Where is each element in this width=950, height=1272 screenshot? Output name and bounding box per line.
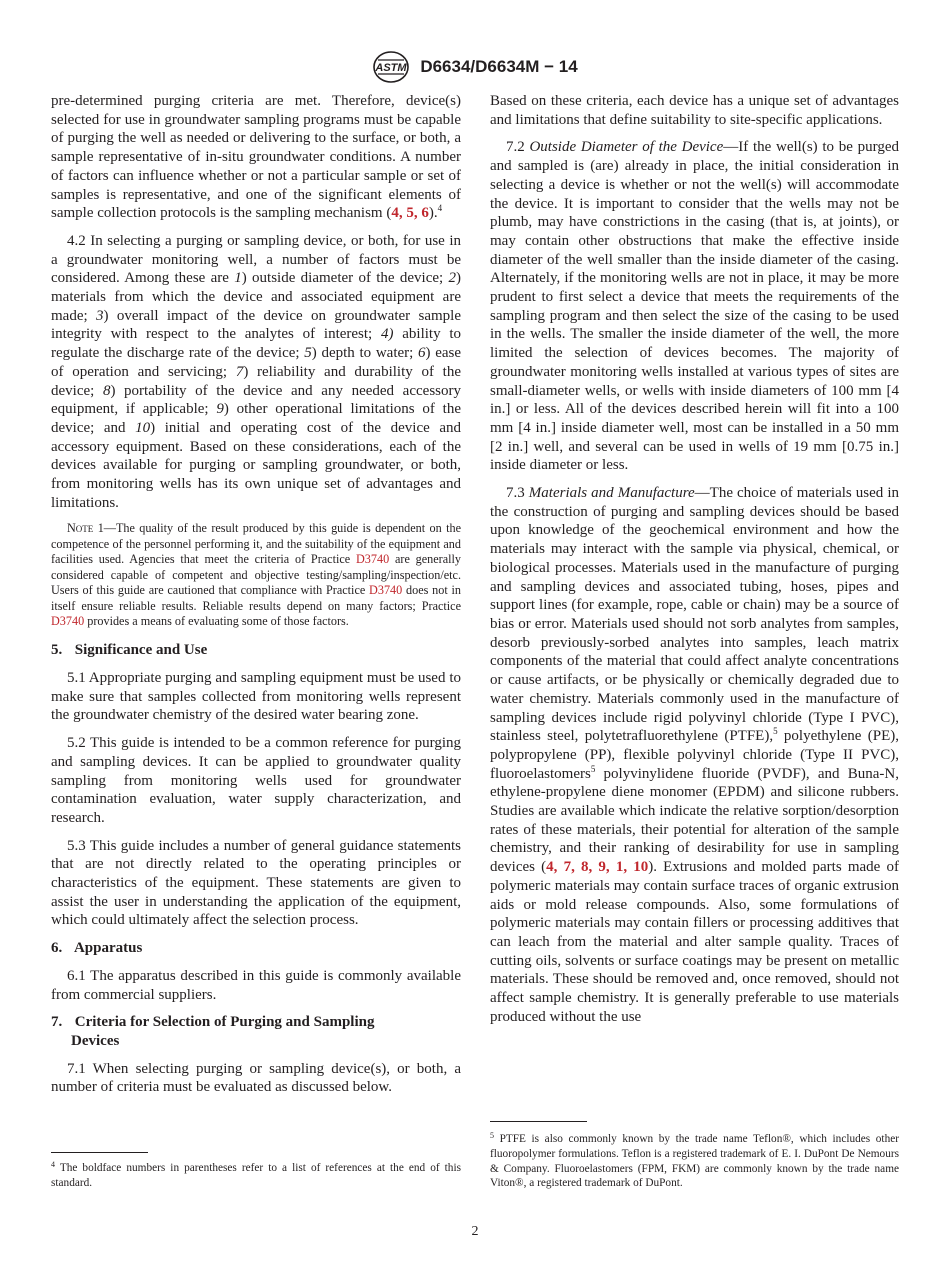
reference-link[interactable]: 6 (421, 205, 429, 222)
reference-link[interactable]: 1 (615, 859, 624, 876)
reference-link[interactable]: 9 (598, 859, 606, 876)
footnote-ref[interactable]: 5 (590, 763, 596, 774)
paragraph-6-1: 6.1 The apparatus described in this guide is commonly available from commercial suppliers. (51, 967, 461, 1003)
right-column (490, 92, 899, 1035)
reference-link[interactable]: 10 (633, 859, 649, 876)
paragraph-4-2: 4.2 In selecting a purging or sampling device, or both, for use in a groundwater monitoring well, a number of factors must be considered. Among these are 1) outside diameter of the device; 2) materials from which the device and associated equipment are made; 3) overall impact of the device on groundwater sample integrity with respect to the analytes of interest; 4) ability to regulate the discharge rate of the device; 5) depth to water; 6) ease of operation and servicing; 7) reliability and durability of the device; 8) portability of the device and any needed accessory equipment, if applicable; 9) other operational limitations of the device; and 10) initial and operating cost of the device and accessory equipment. Based on these considerations, each of the devices available for purging or sampling groundwater, or both, from monitoring wells has its own unique set of advantages and limitations. (51, 232, 462, 511)
footnote-5: $^5$ PTFE is also commonly known by the trade name Teflon®, which includes other fluoropolymer formulations. Teflon is a registered trademark of E. I. DuPont De Nemours & Company. Fluoroelastomers (FPM, FKM) are commonly known by the trade name Viton®, a registered trademark of DuPont. (490, 1131, 899, 1190)
section-heading-5: 5. Significance and Use (51, 642, 208, 659)
page-header (0, 50, 950, 84)
section-heading-7: 7. Criteria for Selection of Purging and Sampling Devices (51, 1014, 375, 1049)
footnote-ref[interactable]: 4 (437, 203, 443, 214)
footnote-ref[interactable]: 5 (773, 726, 778, 737)
logo-text: ASTM (375, 62, 407, 74)
practice-d3740-link[interactable]: D3740 (369, 583, 403, 598)
practice-d3740-link[interactable]: D3740 (355, 552, 390, 567)
page-number: 2 (471, 1224, 479, 1239)
practice-d3740-link[interactable]: D3740 (51, 613, 85, 628)
paragraph-7-3: 7.3 Materials and Manufacture—The choice of materials used in the construction of purging and sampling devices should be based upon knowledge of the geochemical environment and how the materials may interact with the sample via physical, chemical, or biological processes. Materials used in the manufacture of purging and sampling devices and associated tubing, hoses, pipes and support lines (for example, rope, cable or chain) may be a source of bias or error. Materials used should not sorb analytes from samples, desorb previously-sorbed analytes into samples, leach matrix components of the material that could affect analyte concentrations or cause artifacts, or be physically or chemically degraded due to water chemistry. Materials commonly used in the manufacture of sampling devices include rigid polyvinyl chloride (Type I PVC), stainless steel, polytetrafluorethylene (PTFE),$^5$ polyethylene (PE), polypropylene (PP), flexible polyvinyl chloride (Type II PVC), fluoroelastomers$^5$ polyvinylidene fluoride (PVDF), and Buna-N, ethylene-propylene diene monomer (EPDM) and silicone rubbers. Studies are available which indicate the relative sorption/desorption rates of these materials, their potential for alteration of the sample chemistry, and their ranking of desirability for use in sampling devices (4, 7, 8, 9, 1, 10). Extrusions and molded parts made of polymeric materials may contain surface traces of organic extrusion aids or mold release compounds. Also, some formulations of polymeric materials may contain fillers or processing additives that can leach from the material and alter sample quality. Traces of cutting oils, solvents or surface coatings may be present on metallic materials. These should be removed and, once removed, should not affect sample chemistry. It is generally preferable to use materials produced without the use (490, 485, 899, 1025)
reference-link[interactable]: 7 (563, 859, 572, 876)
reference-link[interactable]: 8 (581, 859, 589, 876)
paragraph-continued: pre-determined purging criteria are met. Therefore, device(s) selected for use in groundwater sampling programs must be capable of purging the well as needed or delivering to the surface, or both, a sample representative of in-situ groundwater conditions. A number of factors can influence whether or not a particular sample or set of samples is representative, and one of the significant elements of sample collection protocols is the sampling mechanism (4, 5, 6).$^4$ (51, 93, 461, 222)
footnote-divider (490, 1121, 587, 1122)
document-id: D6634/D6634M − 14 (420, 57, 578, 76)
footnote-divider (51, 1152, 148, 1153)
section-heading-6: 6. Apparatus (51, 940, 143, 957)
left-column (51, 92, 461, 1106)
footnote-4: $^4$ The boldface numbers in parentheses refer to a list of references at the end of this standard. (51, 1160, 461, 1189)
note-1: Note 1—The quality of the result produced by this guide is dependent on the competence of the personnel performing it, and the suitability of the equipment and facilities used. Agencies that meet the criteria of Practice D3740 are generally considered capable of competent and objective testing/sampling/inspection/etc. Users of this guide are cautioned that compliance with Practice D3740 does not in itself ensure reliable results. Reliable results depend on many factors; Practice D3740 provides a means of evaluating some of those factors. (51, 521, 461, 628)
paragraph-5-3: 5.3 This guide includes a number of general guidance statements that are not directly related to the operating principles or characteristics of the equipment. These statements are given to assist the user in understanding the application of the equipment, which could ultimately affect the selection process. (51, 837, 461, 929)
reference-link[interactable]: 4 (546, 859, 554, 876)
paragraph-7-1-continued: Based on these criteria, each device has a unique set of advantages and limitations that define suitability to site-specific applications. (490, 93, 899, 128)
paragraph-7-2: 7.2 Outside Diameter of the Device—If the well(s) to be purged and sampled is (are) already in place, the initial consideration in selecting a device is whether or not the well(s) will accommodate the device. It is important to consider that the wells may not be plumb, may have constrictions in the casing (that is, at joints), or may contain other obstructions that make the effective inside diameter of the well smaller than the inside diameter of the casing. Alternately, if the monitoring wells are not in place, it may be more prudent to first select a device that meets the requirements of the sampling program and then select the size of the casing to be used in the wells. The smaller the inside diameter of the well, the more limited the selection of devices becomes. The majority of groundwater monitoring wells installed at various types of sites are small-diameter wells, or wells with inside diameters of 100 mm [4 in.] or less. All of the devices described herein will fit into a 100 mm [4 in.] inside diameter well, most can be installed in a 50 mm [2 in.] well, and several can be used in wells of 19 mm [0.75 in.] inside diameter or less. (490, 139, 899, 474)
paragraph-5-2: 5.2 This guide is intended to be a common reference for purging and sampling devices. It can be applied to groundwater quality sampling from monitoring wells used for groundwater contamination evaluation, water supply characterization, and research. (51, 735, 461, 826)
paragraph-7-1: 7.1 When selecting purging or sampling device(s), or both, a number of criteria must be evaluated as discussed below. (51, 1060, 461, 1096)
astm-logo-icon (372, 50, 410, 84)
paragraph-5-1: 5.1 Appropriate purging and sampling equipment must be used to make sure that samples collected from monitoring wells represent the groundwater chemistry of the desired water bearing zone. (51, 670, 461, 724)
reference-link[interactable]: 4 (391, 205, 399, 222)
reference-link[interactable]: 5 (406, 205, 414, 222)
